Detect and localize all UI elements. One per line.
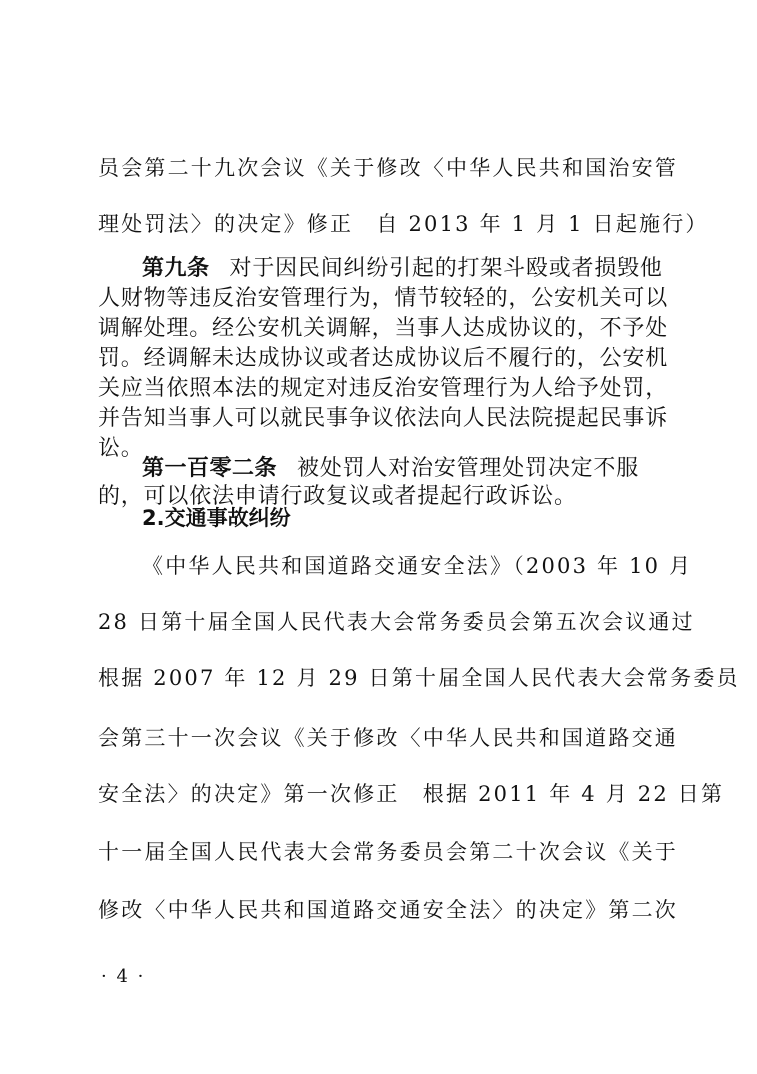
text-line: 的，可以依法申请行政复议或者提起行政诉讼。	[98, 484, 577, 509]
text-line: 会第三十一次会议《关于修改〈中华人民共和国道路交通	[98, 726, 678, 750]
article-9-first-line	[142, 258, 663, 280]
text-line: 《中华人民共和国道路交通安全法》（2003 年 10 月	[142, 554, 693, 578]
text-line: 修改〈中华人民共和国道路交通安全法〉的决定》第二次	[98, 898, 678, 922]
article-9-text: 对于因民间纠纷引起的打架斗殴或者损毁他	[229, 256, 663, 281]
article-102-text: 被处罚人对治安管理处罚决定不服	[297, 456, 640, 481]
article-9-label: 第九条	[142, 256, 210, 281]
text-line: 罚。经调解未达成协议或者达成协议后不履行的，公安机	[98, 346, 669, 371]
text-line: 并告知当事人可以就民事争议依法向人民法院提起民事诉	[98, 406, 669, 431]
section-heading: 2.交通事故纠纷	[142, 506, 291, 530]
text-line: 根据 2007 年 12 月 29 日第十届全国人民代表大会常务委员	[98, 666, 740, 690]
article-102-first-line	[142, 458, 639, 480]
text-line: 讼。	[98, 436, 144, 461]
text-line: 十一届全国人民代表大会常务委员会第二十次会议《关于	[98, 840, 678, 864]
text-line: 安全法〉的决定》第一次修正 根据 2011 年 4 月 22 日第	[98, 782, 725, 806]
page-number: · 4 ·	[101, 966, 146, 987]
text-line: 调解处理。经公安机关调解，当事人达成协议的，不予处	[98, 316, 669, 341]
article-102-label: 第一百零二条	[142, 456, 278, 481]
text-line: 关应当依照本法的规定对违反治安管理行为人给予处罚，	[98, 376, 669, 401]
text-line: 员会第二十九次会议《关于修改〈中华人民共和国治安管	[98, 156, 678, 180]
text-line: 28 日第十届全国人民代表大会常务委员会第五次会议通过	[98, 610, 695, 634]
text-line: 理处罚法〉的决定》修正 自 2013 年 1 月 1 日起施行）	[98, 212, 709, 236]
text-line: 人财物等违反治安管理行为，情节较轻的，公安机关可以	[98, 286, 669, 311]
